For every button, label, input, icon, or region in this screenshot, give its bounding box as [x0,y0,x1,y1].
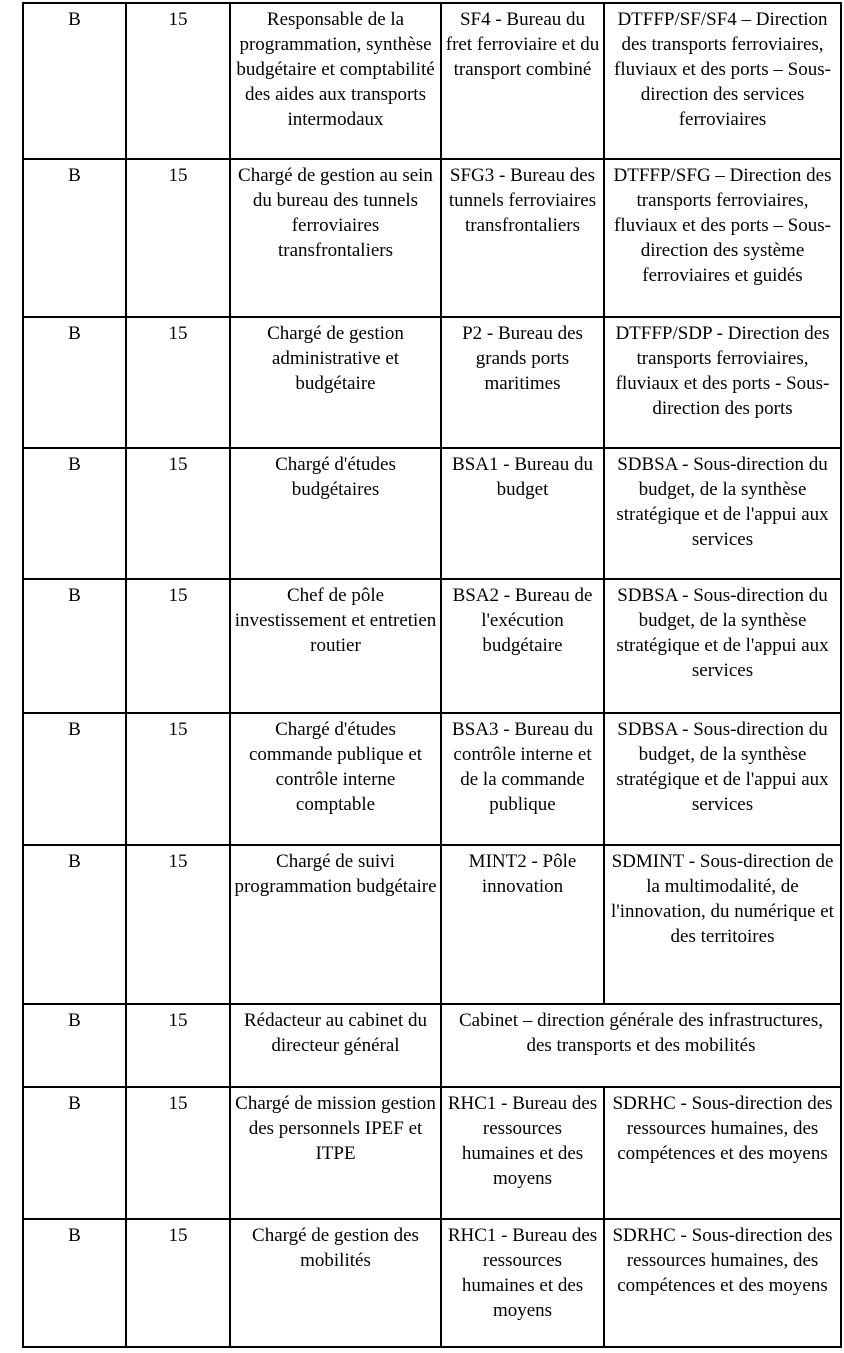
table-row [23,713,841,845]
cell-bureau: BSA2 - Bureau de l'exécution budgétaire [441,579,604,713]
cell-level: 15 [126,1219,230,1347]
cell-category: B [23,713,126,845]
table-row [23,1219,841,1347]
cell-position: Chargé de gestion des mobilités [230,1219,441,1347]
table-row [23,448,841,579]
cell-category: B [23,3,126,159]
cell-level: 15 [126,448,230,579]
cell-bureau: BSA3 - Bureau du contrôle interne et de la commande publique [441,713,604,845]
cell-bureau: RHC1 - Bureau des ressources humaines et des moyens [441,1219,604,1347]
table-row [23,579,841,713]
cell-level: 15 [126,3,230,159]
cell-level: 15 [126,159,230,317]
cell-direction: DTFFP/SF/SF4 – Direction des transports ferroviaires, fluviaux et des ports – Sous-direction des services ferroviaires [604,3,841,159]
cell-position: Chargé de suivi programmation budgétaire [230,845,441,1004]
cell-position: Chargé de gestion au sein du bureau des tunnels ferroviaires transfrontaliers [230,159,441,317]
cell-position: Rédacteur au cabinet du directeur général [230,1004,441,1087]
cell-position: Chargé d'études commande publique et contrôle interne comptable [230,713,441,845]
cell-direction: SDMINT - Sous-direction de la multimodalité, de l'innovation, du numérique et des territoires [604,845,841,1004]
cell-category: B [23,1219,126,1347]
cell-direction: SDBSA - Sous-direction du budget, de la synthèse stratégique et de l'appui aux services [604,713,841,845]
cell-direction: SDRHC - Sous-direction des ressources humaines, des compétences et des moyens [604,1219,841,1347]
cell-position: Chargé de mission gestion des personnels IPEF et ITPE [230,1087,441,1219]
cell-direction: SDBSA - Sous-direction du budget, de la synthèse stratégique et de l'appui aux services [604,448,841,579]
table-row [23,1004,841,1087]
table-row [23,3,841,159]
positions-table [22,2,842,1348]
cell-position: Responsable de la programmation, synthèse budgétaire et comptabilité des aides aux transports intermodaux [230,3,441,159]
cell-level: 15 [126,713,230,845]
cell-bureau: SF4 - Bureau du fret ferroviaire et du transport combiné [441,3,604,159]
cell-level: 15 [126,579,230,713]
cell-category: B [23,159,126,317]
cell-category: B [23,1087,126,1219]
table-row [23,1087,841,1219]
cell-category: B [23,448,126,579]
cell-direction: SDBSA - Sous-direction du budget, de la synthèse stratégique et de l'appui aux services [604,579,841,713]
cell-affectation-merged: Cabinet – direction générale des infrastructures, des transports et des mobilités [441,1004,841,1087]
cell-level: 15 [126,845,230,1004]
cell-bureau: MINT2 - Pôle innovation [441,845,604,1004]
cell-position: Chargé d'études budgétaires [230,448,441,579]
cell-category: B [23,579,126,713]
table-row [23,159,841,317]
cell-category: B [23,317,126,448]
cell-direction: DTFFP/SFG – Direction des transports ferroviaires, fluviaux et des ports – Sous-direction des système ferroviaires et guidés [604,159,841,317]
cell-category: B [23,845,126,1004]
cell-level: 15 [126,1004,230,1087]
table-row [23,317,841,448]
cell-position: Chargé de gestion administrative et budgétaire [230,317,441,448]
cell-category: B [23,1004,126,1087]
cell-level: 15 [126,1087,230,1219]
cell-level: 15 [126,317,230,448]
cell-direction: SDRHC - Sous-direction des ressources humaines, des compétences et des moyens [604,1087,841,1219]
cell-bureau: P2 - Bureau des grands ports maritimes [441,317,604,448]
cell-direction: DTFFP/SDP - Direction des transports ferroviaires, fluviaux et des ports - Sous-direction des ports [604,317,841,448]
cell-position: Chef de pôle investissement et entretien routier [230,579,441,713]
cell-bureau: RHC1 - Bureau des ressources humaines et des moyens [441,1087,604,1219]
cell-bureau: BSA1 - Bureau du budget [441,448,604,579]
table-row [23,845,841,1004]
cell-bureau: SFG3 - Bureau des tunnels ferroviaires transfrontaliers [441,159,604,317]
